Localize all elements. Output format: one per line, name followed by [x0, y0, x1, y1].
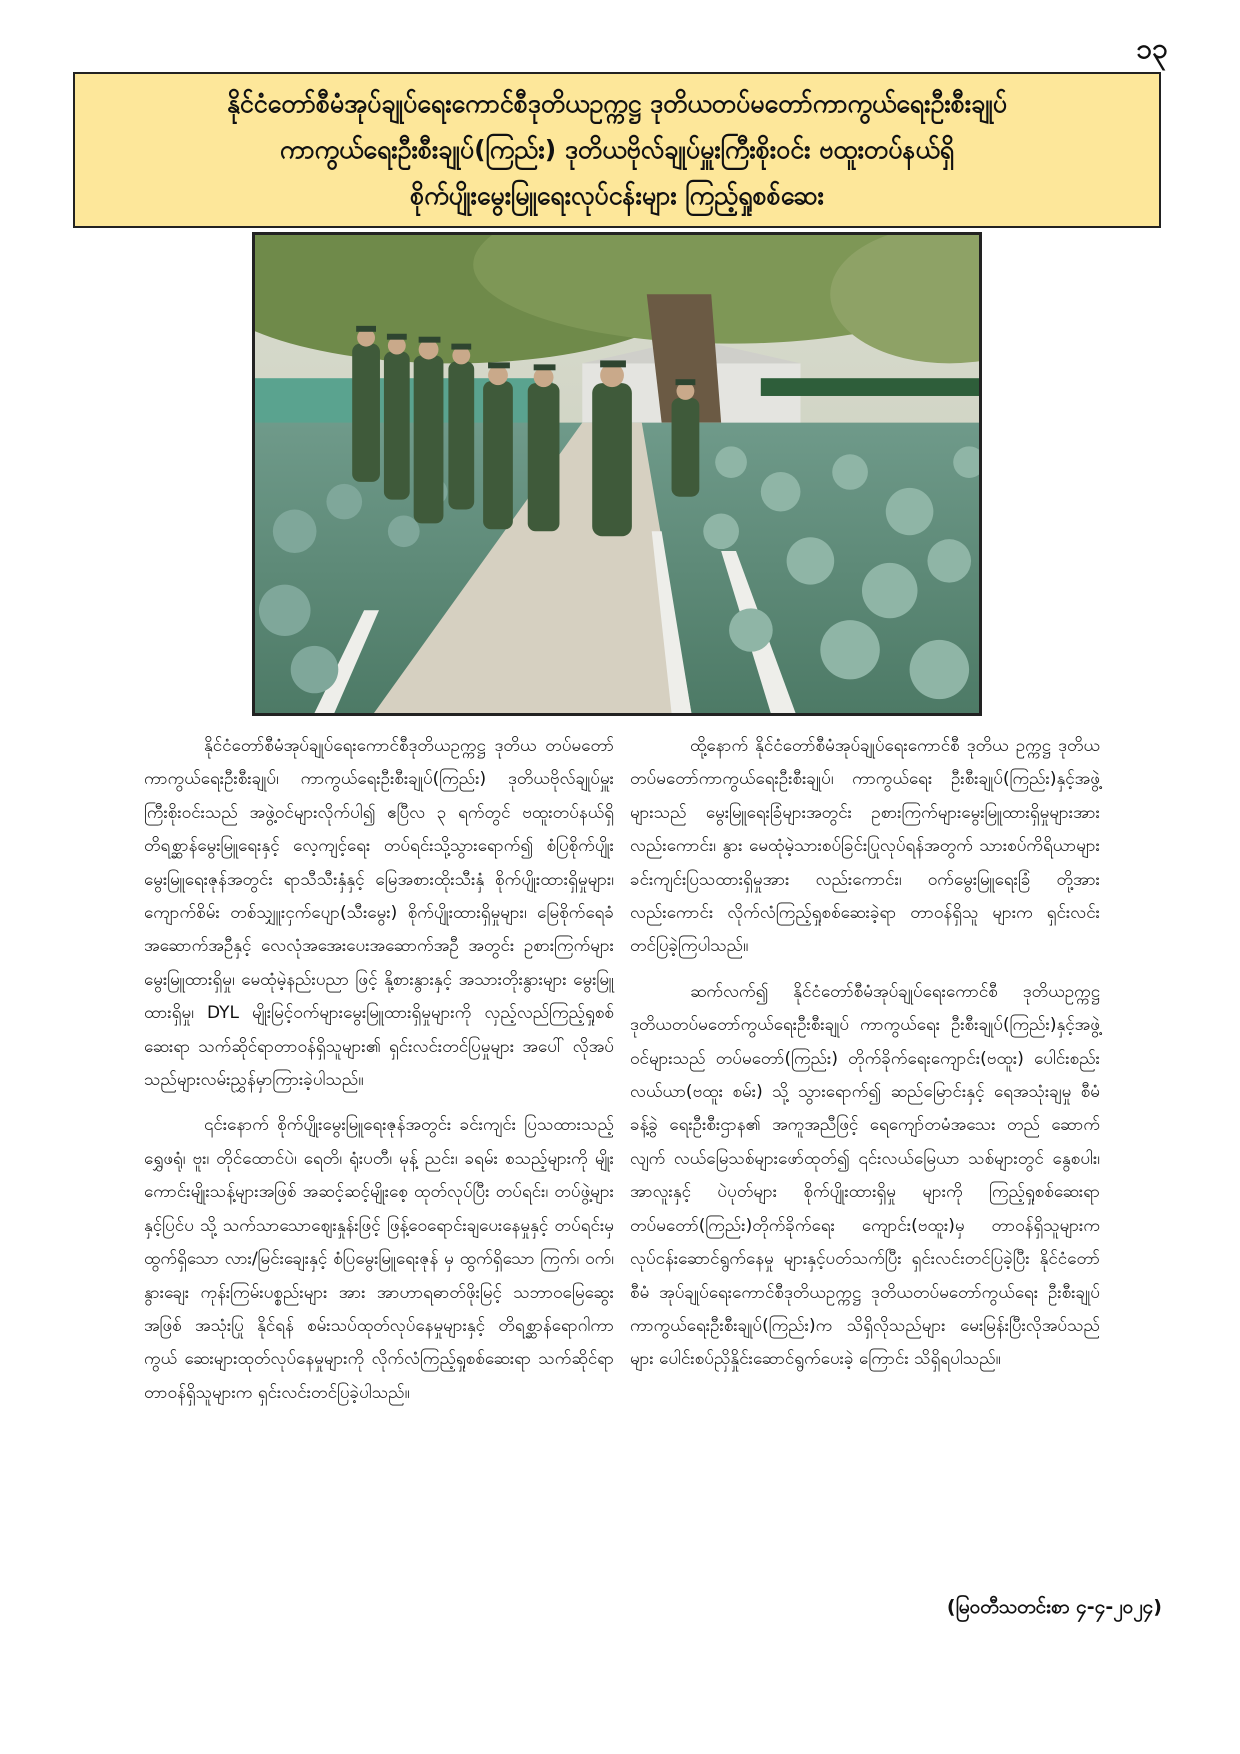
page-number: ၁၃ — [1136, 32, 1168, 65]
headline-line-1: နိုင်ငံတော်စီမံအုပ်ချုပ်ရေးကောင်စီဒုတိယဥက္ကဋ္ဌ ဒုတိယတပ်မတော်ကာကွယ်ရေးဦးစီးချုပ် — [227, 89, 1007, 118]
article-paragraph: ထို့နောက် နိုင်ငံတော်စီမံအုပ်ချုပ်ရေးကောင်စီ ဒုတိယ ဥက္ကဋ္ဌ ဒုတိယတပ်မတော်ကာကွယ်ရေးဦးစီးချုပ်၊ ကာကွယ်ရေး ဦးစီးချုပ်(ကြည်း)နှင့်အဖွဲ့များသည် မွေးမြူရေးခြံများအတွင်း ဥစားကြက်များမွေးမြူထားရှိမှုများအားလည်းကောင်း၊ နွား မေထုံမဲ့သားစပ်ခြင်းပြုလုပ်ရန်အတွက် သားစပ်ကိရိယာများ ခင်းကျင်းပြသထားရှိမှုအား လည်းကောင်း၊ ဝက်မွေးမြူရေးခြံ တို့အားလည်းကောင်း လိုက်လံကြည့်ရှုစစ်ဆေးခဲ့ရာ တာဝန်ရှိသူ များက ရှင်းလင်းတင်ပြခဲ့ကြပါသည်။ — [630, 736, 1100, 957]
headline-box — [73, 72, 1161, 228]
article-paragraph: ၎င်းနောက် စိုက်ပျိုးမွေးမြူရေးဇုန်အတွင်း ခင်းကျင်း ပြသထားသည့် ရွှေဖရုံ၊ ဗူး၊ တိုင်ထောင်ပဲ၊ ရေတိ၊ ရုံးပတီ၊ မုန့် ညင်း၊ ခရမ်း စသည့်များကို မျိုးကောင်းမျိုးသန့်များအဖြစ် အဆင့်ဆင့်မျိုးစေ့ ထုတ်လုပ်ပြီး တပ်ရင်း၊ တပ်ဖွဲ့များနှင့်ပြင်ပ သို့ သက်သာသောဈေးနှုန်းဖြင့် ဖြန့်ဝေရောင်းချပေးနေမှုနှင့် တပ်ရင်းမှ ထွက်ရှိသော လား/မြင်းချေးနှင့် စံပြမွေးမြူရေးဇုန် မှ ထွက်ရှိသော ကြက်၊ ဝက်၊ နွားချေး ကုန်းကြမ်းပစ္စည်းများ အား အာဟာရဓာတ်ဖိုးမြင့် သဘာဝမြေဆွေးအဖြစ် အသုံးပြု နိုင်ရန် စမ်းသပ်ထုတ်လုပ်နေမှုများနှင့် တိရစ္ဆာန်ရောဂါကာကွယ် ဆေးများထုတ်လုပ်နေမှုများကို လိုက်လံကြည့်ရှုစစ်ဆေးရာ သက်ဆိုင်ရာတာဝန်ရှိသူများက ရှင်းလင်းတင်ပြခဲ့ပါသည်။ — [144, 1115, 614, 1403]
source-note: (မြဝတီသတင်းစာ ၄-၄-၂၀၂၄) — [946, 1596, 1162, 1618]
article-paragraph: နိုင်ငံတော်စီမံအုပ်ချုပ်ရေးကောင်စီဒုတိယဥက္ကဋ္ဌ ဒုတိယ တပ်မတော်ကာကွယ်ရေးဦးစီးချုပ်၊ ကာကွယ်ရေးဦးစီးချုပ်(ကြည်း) ဒုတိယဗိုလ်ချုပ်မှူးကြီးစိုးဝင်းသည် အဖွဲ့ဝင်များလိုက်ပါ၍ ဧပြီလ ၃ ရက်တွင် ဗထူးတပ်နယ်ရှိ တိရစ္ဆာန်မွေးမြူရေးနှင့် လေ့ကျင့်ရေး တပ်ရင်းသို့သွားရောက်၍ စံပြစိုက်ပျိုးမွေးမြူရေးဇုန်အတွင်း ရာသီသီးနှံနှင့် မြေအစားထိုးသီးနှံ စိုက်ပျိုးထားရှိမှုများ၊ ကျောက်စိမ်း တစ်သျှူးငှက်ပျော(သီးမွေး) စိုက်ပျိုးထားရှိမှုများ၊ မြေစိုက်ရေခံ အဆောက်အဦနှင့် လေလုံအအေးပေးအဆောက်အဦ အတွင်း ဥစားကြက်များ မွေးမြူထားရှိမှု၊ မေထုံမဲ့နည်းပညာ ဖြင့် နို့စားနွားနှင့် အသားတိုးနွားများ မွေးမြူထားရှိမှု၊ DYL မျိုးမြင့်ဝက်များမွေးမြူထားရှိမှုများကို လှည့်လည်ကြည့်ရှုစစ် ဆေးရာ သက်ဆိုင်ရာတာဝန်ရှိသူများ၏ ရှင်းလင်းတင်ပြမှုများ အပေါ် လိုအပ်သည်များလမ်းညွှန်မှာကြားခဲ့ပါသည်။ — [144, 736, 614, 1091]
article-paragraph: ဆက်လက်၍ နိုင်ငံတော်စီမံအုပ်ချုပ်ရေးကောင်စီ ဒုတိယဥက္ကဋ္ဌ ဒုတိယတပ်မတော်ကွယ်ရေးဦးစီးချုပ် ကာကွယ်ရေး ဦးစီးချုပ်(ကြည်း)နှင့်အဖွဲ့ဝင်များသည် တပ်မတော်(ကြည်း) တိုက်ခိုက်ရေးကျောင်း(ဗထူး) ပေါင်းစည်းလယ်ယာ(ဗထူး စမ်း) သို့ သွားရောက်၍ ဆည်မြောင်းနှင့် ရေအသုံးချမှု စီမံခန့်ခွဲ ရေးဦးစီးဌာန၏ အကူအညီဖြင့် ရေကျော်တမံအသေး တည် ဆောက်လျက် လယ်မြေသစ်များဖော်ထုတ်၍ ၎င်းလယ်မြေယာ သစ်များတွင် နွေစပါး၊ အာလူးနှင့် ပဲပုတ်များ စိုက်ပျိုးထားရှိမှု များကို ကြည့်ရှုစစ်ဆေးရာ တပ်မတော်(ကြည်း)တိုက်ခိုက်ရေး ကျောင်း(ဗထူး)မှ တာဝန်ရှိသူများက လုပ်ငန်းဆောင်ရွက်နေမှု များနှင့်ပတ်သက်ပြီး ရှင်းလင်းတင်ပြခဲ့ပြီး နိုင်ငံတော်စီမံ အုပ်ချုပ်ရေးကောင်စီဒုတိယဥက္ကဋ္ဌ ဒုတိယတပ်မတော်ကွယ်ရေး ဦးစီးချုပ် ကာကွယ်ရေးဦးစီးချုပ်(ကြည်း)က သိရှိလိုသည်များ မေးမြန်းပြီးလိုအပ်သည်များ ပေါင်းစပ်ညှိနှိုင်းဆောင်ရွက်ပေးခဲ့ ကြောင်း သိရှိရပါသည်။ — [630, 981, 1100, 1370]
article-column-left — [144, 730, 614, 1422]
article-column-right — [630, 730, 1100, 1389]
headline-line-3: စိုက်ပျိုးမွေးမြူရေးလုပ်ငန်းများ ကြည့်ရှုစစ်ဆေး — [410, 181, 824, 210]
news-photo — [252, 232, 982, 716]
headline-line-2: ကာကွယ်ရေးဦးစီးချုပ်(ကြည်း) ဒုတိယဗိုလ်ချုပ်မှူးကြီးစိုးဝင်း ဗထူးတပ်နယ်ရှိ — [279, 135, 955, 164]
